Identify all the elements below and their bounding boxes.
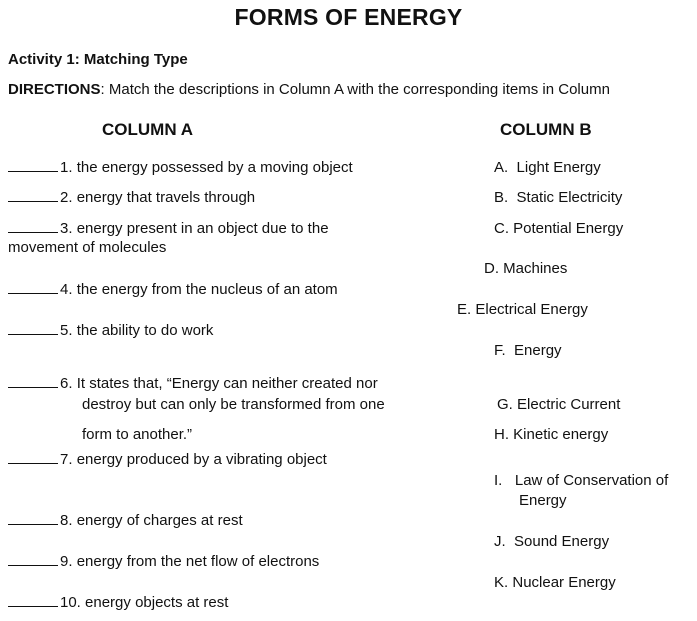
item-number: 2.: [60, 189, 73, 206]
item-text: Law of Conservation of: [514, 472, 669, 489]
column-a-item: [8, 511, 243, 531]
column-b-item: [494, 219, 623, 239]
item-text: Light Energy: [516, 159, 601, 176]
item-number: 4.: [60, 281, 73, 298]
directions-text: : Match the descriptions in Column A with the corresponding items in Column: [100, 81, 610, 98]
item-letter: B.: [494, 189, 509, 206]
item-letter: D.: [484, 260, 499, 277]
column-a-item: [8, 593, 228, 613]
column-a-item: [8, 552, 319, 572]
page-title: FORMS OF ENERGY: [234, 4, 463, 30]
answer-blank[interactable]: [8, 188, 58, 202]
item-number: 5.: [60, 322, 73, 339]
answer-blank[interactable]: [8, 593, 58, 607]
column-b-heading: COLUMN B: [500, 120, 592, 139]
item-text: the energy from the nucleus of an atom: [76, 281, 338, 298]
item-continuation: Energy: [519, 492, 567, 509]
answer-blank[interactable]: [8, 511, 58, 525]
item-number: 8.: [60, 512, 73, 529]
item-letter: E.: [457, 301, 472, 318]
item-text: It states that, “Energy can neither created nor: [76, 375, 378, 392]
column-b-item: [484, 259, 567, 279]
item-text: energy that travels through: [76, 189, 256, 206]
answer-blank[interactable]: [8, 158, 58, 172]
item-text: Potential Energy: [513, 220, 624, 237]
column-b-item: [494, 425, 608, 445]
item-letter: J.: [494, 533, 506, 550]
item-continuation: destroy but can only be transformed from one: [82, 396, 385, 413]
item-letter: A.: [494, 159, 509, 176]
directions-label: DIRECTIONS: [8, 81, 101, 98]
column-a-item: [8, 321, 213, 341]
column-b-item: [494, 471, 668, 491]
item-number: 9.: [60, 553, 73, 570]
item-text: Electrical Energy: [475, 301, 588, 318]
answer-blank[interactable]: [8, 280, 58, 294]
item-text: energy of charges at rest: [76, 512, 243, 529]
answer-blank[interactable]: [8, 219, 58, 233]
item-text: Static Electricity: [516, 189, 623, 206]
item-text: the ability to do work: [76, 322, 214, 339]
item-letter: C.: [494, 220, 509, 237]
item-number: 10.: [60, 594, 81, 611]
column-b-item: [494, 573, 616, 593]
item-text: Electric Current: [517, 396, 621, 413]
column-a-item: [8, 374, 378, 394]
directions: [8, 81, 610, 98]
column-b-item: [494, 158, 601, 178]
item-number: 6.: [60, 375, 73, 392]
item-letter: I.: [494, 472, 503, 489]
column-b-item: [457, 300, 588, 320]
column-a-item: [8, 280, 338, 300]
activity-heading: Activity 1: Matching Type: [8, 51, 188, 68]
column-a-item: [8, 450, 327, 470]
column-a-heading: COLUMN A: [102, 120, 193, 139]
item-number: 3.: [60, 220, 73, 237]
column-a-item: [8, 188, 255, 208]
item-text: energy present in an object due to the: [76, 220, 329, 237]
item-letter: G.: [497, 396, 513, 413]
column-b-item: [494, 532, 609, 552]
item-text: energy produced by a vibrating object: [76, 451, 327, 468]
answer-blank[interactable]: [8, 321, 58, 335]
answer-blank[interactable]: [8, 450, 58, 464]
item-continuation: form to another.”: [82, 426, 193, 443]
column-a-item: [8, 219, 329, 239]
item-letter: K.: [494, 574, 509, 591]
item-continuation: movement of molecules: [8, 239, 167, 256]
item-letter: F.: [494, 342, 506, 359]
answer-blank[interactable]: [8, 374, 58, 388]
item-text: Kinetic energy: [513, 426, 609, 443]
column-b-item: [494, 188, 622, 208]
column-b-item: [497, 395, 620, 415]
item-text: Sound Energy: [514, 533, 610, 550]
item-text: Energy: [514, 342, 562, 359]
item-number: 1.: [60, 159, 73, 176]
item-letter: H.: [494, 426, 509, 443]
item-text: energy from the net flow of electrons: [76, 553, 320, 570]
column-b-item: [494, 341, 562, 361]
item-text: the energy possessed by a moving object: [76, 159, 353, 176]
column-a-item: [8, 158, 353, 178]
item-text: Machines: [503, 260, 568, 277]
answer-blank[interactable]: [8, 552, 58, 566]
item-text: energy objects at rest: [85, 594, 229, 611]
item-text: Nuclear Energy: [512, 574, 616, 591]
item-number: 7.: [60, 451, 73, 468]
